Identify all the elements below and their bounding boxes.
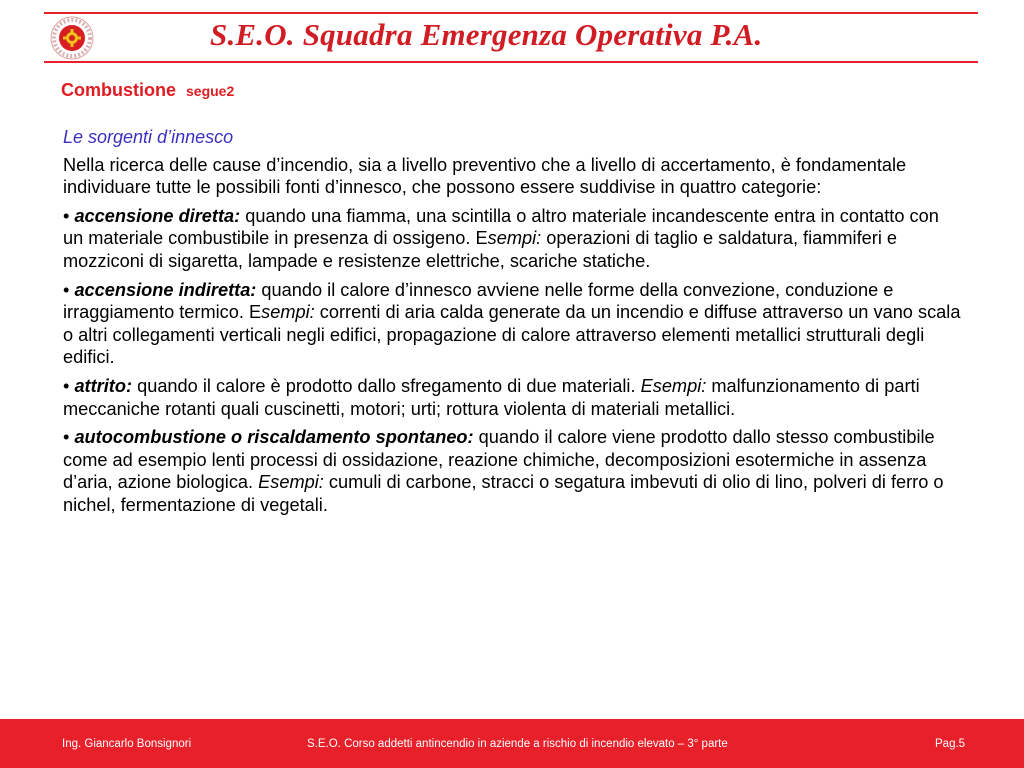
list-item [63,426,963,516]
item-text: quando il calore viene prodotto dallo stesso combustibile come ad esempio lenti processi di ossidazione, reazione chimiche, decomposizioni esotermiche in assenza d’aria, azione biologica. [63,427,935,493]
list-item [63,279,963,369]
item-term: attrito: [74,375,133,396]
item-term: accensione indiretta: [74,279,257,300]
subheading: Le sorgenti d’innesco [63,127,234,147]
item-text: quando una fiamma, una scintilla o altro materiale incandescente entra in contatto con un materiale combustibile in presenza di ossigeno. E [63,205,939,249]
item-examples-label: sempi: [261,302,315,323]
bullet-mark: • [63,279,70,300]
intro-paragraph: Nella ricerca delle cause d’incendio, sia a livello preventivo che a livello di accertamento, è fondamentale individuare tutte le possibili fonti d’innesco, che possono essere suddivise in quattro categorie: [63,154,907,198]
item-examples: cumuli di carbone, stracci o segatura imbevuti di olio di lino, polveri di ferro o nichel, fermentazione di vegetali. [63,472,944,515]
section-subtitle: segue2 [186,83,235,99]
seo-emblem-icon [46,15,98,61]
slide-body [63,126,963,523]
section-heading [61,80,234,101]
item-examples-label: Esempi: [640,375,707,396]
bullet-mark: • [63,427,70,448]
item-examples-label: Esempi: [258,472,324,493]
item-examples-label: sempi: [487,228,542,249]
footer-author: Ing. Giancarlo Bonsignori [62,738,192,750]
header-bottom-rule [44,61,978,63]
item-text: quando il calore è prodotto dallo sfregamento di due materiali. [132,375,641,396]
list-item [63,375,963,420]
item-examples: malfunzionamento di parti meccaniche rotanti quali cuscinetti, motori; urti; rottura violenta di materiali metallici. [63,375,920,419]
list-item [63,205,963,273]
section-title: Combustione [61,80,176,100]
bullet-mark: • [63,205,70,226]
bullet-mark: • [63,375,70,396]
header-top-rule [44,12,978,14]
item-term: autocombustione o riscaldamento spontaneo: [74,427,474,448]
item-text: quando il calore d’innesco avviene nelle forme della convezione, conduzione e irraggiamento termico. E [63,279,894,323]
item-examples: operazioni di taglio e saldatura, fiammiferi e mozziconi di sigaretta, lampade e resistenze elettriche, scariche statiche. [63,228,898,271]
header-title: S.E.O. Squadra Emergenza Operativa P.A. [210,17,763,52]
item-term: accensione diretta: [74,205,241,226]
footer-course: S.E.O. Corso addetti antincendio in aziende a rischio di incendio elevato – 3° parte [307,738,728,750]
slide-header [0,0,1024,68]
footer-page-number: Pag.5 [935,738,966,750]
slide-footer [0,719,1024,768]
item-examples: correnti di aria calda generate da un incendio e diffuse attraverso un vano scala o altri collegamenti verticali negli edifici, propagazione di calore attraverso elementi metallici strutturali degli edifici. [63,302,961,368]
